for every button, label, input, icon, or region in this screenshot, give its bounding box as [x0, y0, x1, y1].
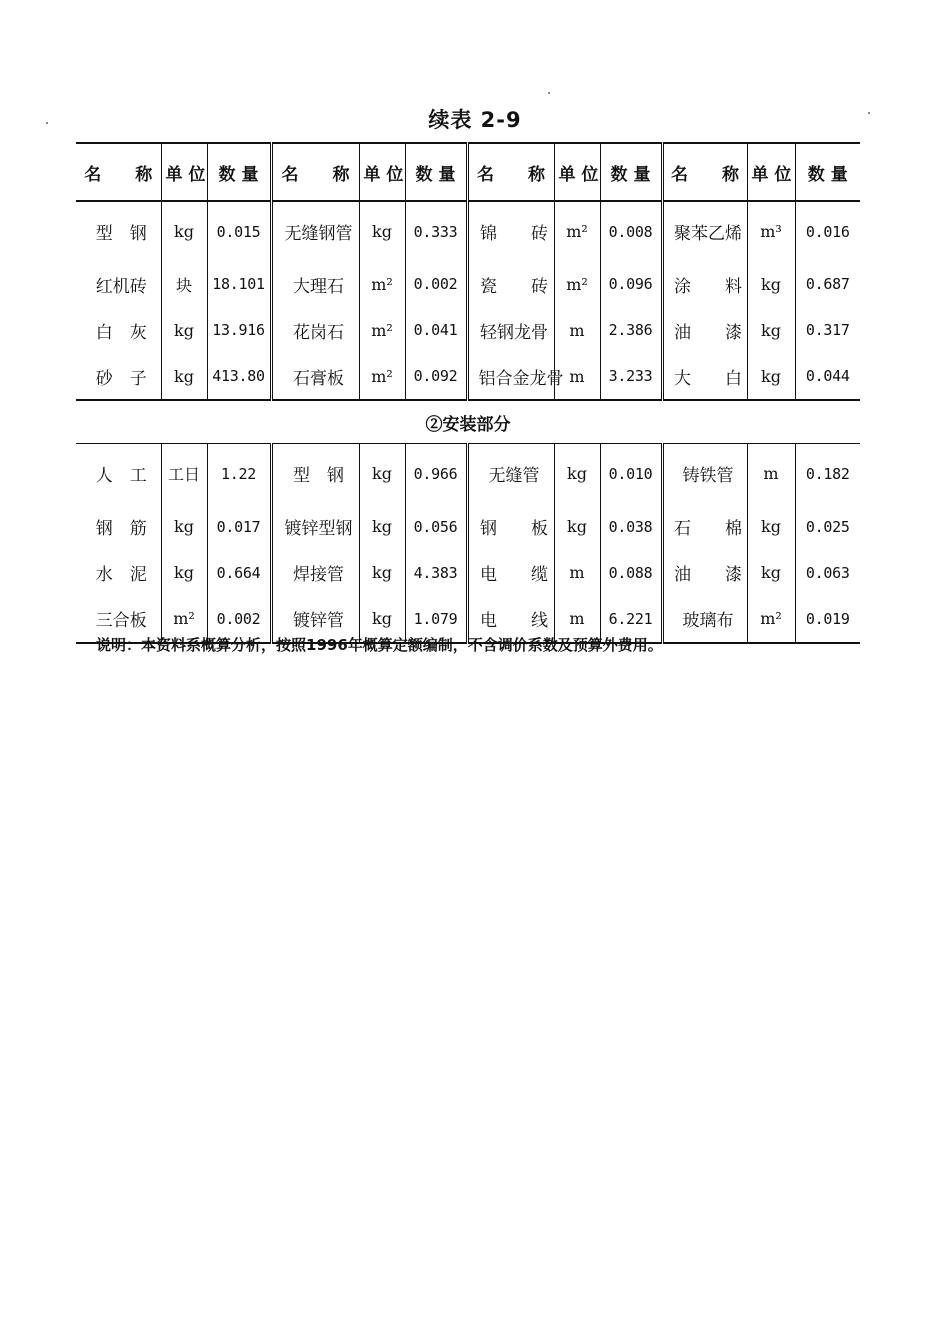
material-name: 电 线 — [467, 596, 554, 643]
quantity-cell: 0.044 — [795, 353, 860, 400]
column-header: 数 量 — [207, 143, 271, 201]
quantity-cell: 0.025 — [795, 504, 860, 550]
material-name: 石 棉 — [662, 504, 747, 550]
material-name: 大 白 — [662, 353, 747, 400]
material-name: 砂 子 — [76, 353, 161, 400]
unit-cell: kg — [747, 261, 795, 307]
table-row — [76, 353, 860, 400]
column-header: 名 称 — [271, 143, 359, 201]
unit-cell: kg — [161, 504, 207, 550]
unit-cell: kg — [161, 550, 207, 596]
unit-cell: m² — [359, 307, 405, 353]
material-name: 型 钢 — [95, 224, 147, 244]
unit-cell: m — [554, 353, 600, 400]
unit-cell: kg — [161, 353, 207, 400]
unit-cell: kg — [747, 307, 795, 353]
material-name: 红机砖 — [95, 276, 147, 297]
quantity-cell: 0.966 — [405, 444, 467, 504]
table-row — [76, 307, 860, 353]
table-title: 续表 2-9 — [428, 108, 522, 132]
section-row — [76, 400, 860, 444]
material-name: 人 工 — [95, 466, 147, 487]
materials-table — [76, 142, 860, 644]
unit-cell: kg — [161, 201, 207, 261]
table-row — [76, 550, 860, 596]
quantity-cell: 0.096 — [600, 261, 662, 307]
column-header: 数 量 — [600, 143, 662, 201]
quantity-cell: 413.80 — [207, 353, 271, 400]
quantity-cell: 0.041 — [405, 307, 467, 353]
material-name: 聚苯乙烯 — [662, 201, 747, 261]
quantity-cell: 0.002 — [405, 261, 467, 307]
quantity-cell: 4.383 — [405, 550, 467, 596]
column-header: 名 称 — [467, 143, 554, 201]
quantity-cell: 0.182 — [795, 444, 860, 504]
column-header: 名 称 — [76, 143, 161, 201]
material-name: 油 漆 — [662, 307, 747, 353]
column-header: 数 量 — [795, 143, 860, 201]
unit-cell: kg — [359, 504, 405, 550]
unit-cell: m² — [554, 261, 600, 307]
unit-cell: kg — [554, 504, 600, 550]
column-header: 单 位 — [161, 143, 207, 201]
unit-cell: kg — [359, 201, 405, 261]
material-name: 三合板 — [76, 596, 161, 643]
quantity-cell: 0.092 — [405, 353, 467, 400]
column-header: 单 位 — [554, 143, 600, 201]
material-name: 镀锌管 — [271, 596, 359, 643]
footnote: 说明：本资料系概算分析，按照1996年概算定额编制，不含调价系数及预算外费用。 — [96, 636, 663, 654]
table-row — [76, 201, 860, 261]
unit-cell: 工日 — [161, 444, 207, 504]
quantity-cell: 1.079 — [405, 596, 467, 643]
quantity-cell: 13.916 — [207, 307, 271, 353]
quantity-cell: 0.002 — [207, 596, 271, 643]
material-name: 铸铁管 — [662, 444, 747, 504]
unit-cell: m³ — [747, 201, 795, 261]
unit-cell: m — [554, 596, 600, 643]
unit-cell: m² — [161, 596, 207, 643]
unit-cell: kg — [747, 550, 795, 596]
quantity-cell: 0.063 — [795, 550, 860, 596]
material-name: 油 漆 — [662, 550, 747, 596]
quantity-cell: 0.016 — [795, 201, 860, 261]
material-name: 轻钢龙骨 — [467, 307, 554, 353]
unit-cell: m² — [554, 201, 600, 261]
section-label: ②安装部分 — [76, 400, 860, 444]
quantity-cell: 2.386 — [600, 307, 662, 353]
unit-cell: m — [554, 307, 600, 353]
unit-cell: kg — [359, 596, 405, 643]
unit-cell: m² — [359, 261, 405, 307]
unit-cell: m — [554, 550, 600, 596]
material-name: 焊接管 — [271, 550, 359, 596]
material-name: 石膏板 — [271, 353, 359, 400]
unit-cell: kg — [161, 307, 207, 353]
quantity-cell: 0.687 — [795, 261, 860, 307]
material-name: 水 泥 — [95, 565, 147, 585]
quantity-cell: 0.664 — [207, 550, 271, 596]
column-header: 单 位 — [359, 143, 405, 201]
material-name: 钢 筋 — [95, 519, 147, 539]
quantity-cell: 1.22 — [207, 444, 271, 504]
material-name: 大理石 — [271, 261, 359, 307]
table-row — [76, 504, 860, 550]
quantity-cell: 0.019 — [795, 596, 860, 643]
material-name: 白 灰 — [95, 322, 147, 343]
quantity-cell: 6.221 — [600, 596, 662, 643]
material-name: 无缝钢管 — [271, 201, 359, 261]
quantity-cell: 0.056 — [405, 504, 467, 550]
unit-cell: m² — [359, 353, 405, 400]
column-header: 单 位 — [747, 143, 795, 201]
material-name: 镀锌型钢 — [271, 504, 359, 550]
material-name: 铝合金龙骨 — [467, 353, 554, 400]
table-row — [76, 261, 860, 307]
quantity-cell: 0.015 — [207, 201, 271, 261]
column-header: 数 量 — [405, 143, 467, 201]
material-name: 涂 料 — [662, 261, 747, 307]
unit-cell: kg — [359, 444, 405, 504]
column-header: 名 称 — [662, 143, 747, 201]
unit-cell: kg — [747, 504, 795, 550]
quantity-cell: 0.088 — [600, 550, 662, 596]
material-name: 型 钢 — [271, 444, 359, 504]
material-name: 玻璃布 — [662, 596, 747, 643]
quantity-cell: 0.317 — [795, 307, 860, 353]
material-name: 钢 板 — [467, 504, 554, 550]
quantity-cell: 0.010 — [600, 444, 662, 504]
quantity-cell: 0.038 — [600, 504, 662, 550]
material-name: 瓷 砖 — [467, 261, 554, 307]
unit-cell: kg — [747, 353, 795, 400]
table-row — [76, 444, 860, 504]
material-name: 锦 砖 — [467, 201, 554, 261]
unit-cell: m² — [747, 596, 795, 643]
unit-cell: kg — [554, 444, 600, 504]
quantity-cell: 0.333 — [405, 201, 467, 261]
quantity-cell: 18.101 — [207, 261, 271, 307]
unit-cell: 块 — [161, 261, 207, 307]
material-name: 花岗石 — [271, 307, 359, 353]
quantity-cell: 3.233 — [600, 353, 662, 400]
header-row — [76, 143, 860, 201]
material-name: 电 缆 — [467, 550, 554, 596]
quantity-cell: 0.017 — [207, 504, 271, 550]
unit-cell: m — [747, 444, 795, 504]
quantity-cell: 0.008 — [600, 201, 662, 261]
unit-cell: kg — [359, 550, 405, 596]
material-name: 无缝管 — [467, 444, 554, 504]
